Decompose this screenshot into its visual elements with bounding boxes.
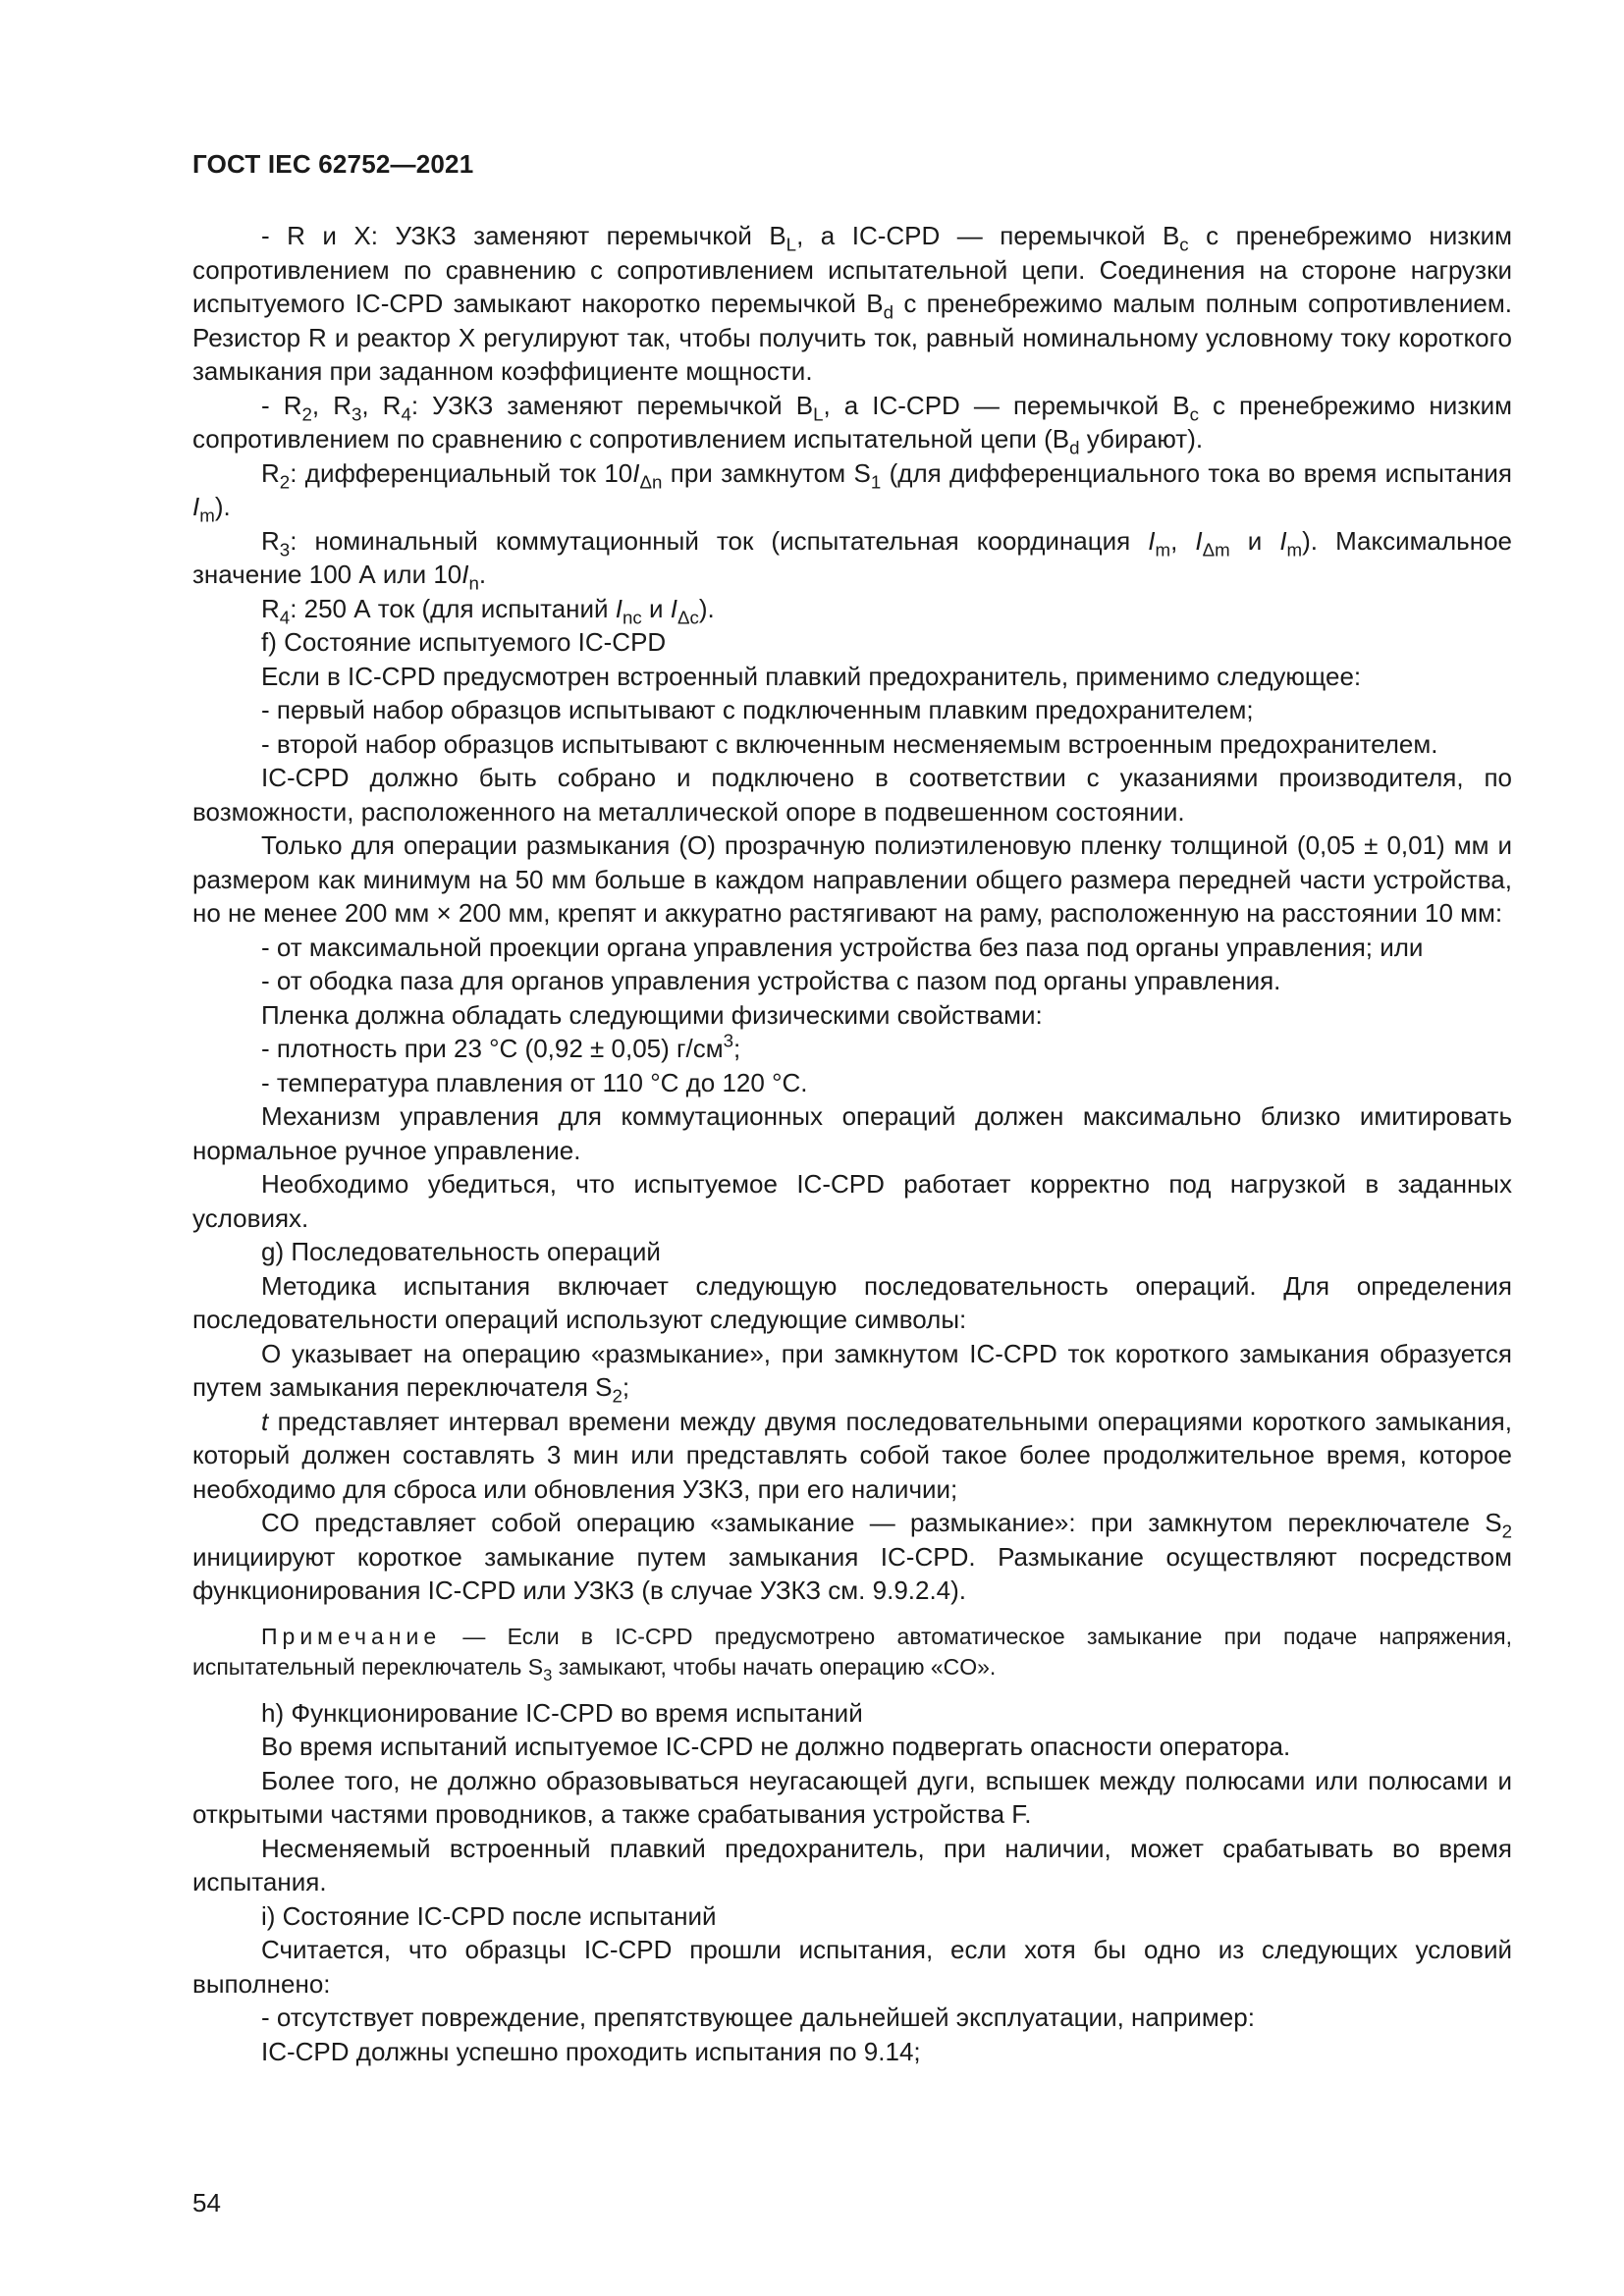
paragraph: - плотность при 23 °C (0,92 ± 0,05) $г/см^3$;	[261, 1030, 741, 1063]
paragraph: CO представляет собой операцию «замыкание — размыкание»: при замкнутом переключателе $S_2$ инициируют короткое замыкание путем замыкания IC-CPD. Размыкание осуществляют посредством функционирования IC-CPD или УЗКЗ (в случае УЗКЗ см. 9.9.2.4).	[192, 1508, 1512, 1605]
note	[192, 1622, 1512, 1682]
note-label: Примечание	[261, 1623, 442, 1649]
paragraph: - R и X: УЗКЗ заменяют перемычкой $B_L$, а IC-CPD — перемычкой $B_c$ с пренебрежимо низким сопротивлением по сравнению с сопротивлением испытательной цепи. Соединения на стороне нагрузки испытуемого IC-CPD замыкают накоротко перемычкой $B_d$ с пренебрежимо малым полным сопротивлением. Резистор R и реактор X регулируют так, чтобы получить ток, равный номинальному условному току короткого замыкания при заданном коэффициенте мощности.	[192, 221, 1512, 386]
paragraph-list-after-note	[192, 1696, 1512, 2069]
paragraph: IC-CPD должны успешно проходить испытания по 9.14;	[261, 2036, 921, 2066]
paragraph: - $R_2$, $R_3$, $R_4$: УЗКЗ заменяют перемычкой $B_L$, а IC-CPD — перемычкой $B_c$ с пренебрежимо низким сопротивлением по сравнению с сопротивлением испытательной цепи ($B_d$ убирают).	[192, 390, 1512, 458]
paragraph: t представляет интервал времени между двумя последовательными операциями короткого замыкания, который должен составлять 3 мин или представлять собой такое более продолжительное время, которое необходимо для сброса или обновления УЗКЗ, при его наличии;	[192, 1406, 1512, 1504]
paragraph: $R_2$: дифференциальный ток $10I_{\Delta n}$ при замкнутом $S_1$ (для дифференциального тока во время испытания $I_m$).	[192, 457, 1512, 526]
paragraph: Более того, не должно образовываться неугасающей дуги, вспышек между полюсами или полюсами и открытыми частями проводников, а также срабатывания устройства F.	[192, 1765, 1512, 1829]
note-text: — Если в IC-CPD предусмотрено автоматическое замыкание при подаче напряжения, испытательный переключатель $S_3$ замыкают, чтобы начать операцию «CO».	[192, 1623, 1512, 1684]
paragraph: IC-CPD должно быть собрано и подключено в соответствии с указаниями производителя, по возможности, расположенного на металлической опоре в подвешенном состоянии.	[192, 763, 1512, 827]
paragraph: - от максимальной проекции органа управления устройства без паза под органы управления; или	[261, 932, 1424, 962]
paragraph: - второй набор образцов испытывают с включенным несменяемым встроенным предохранителем.	[261, 728, 1438, 759]
paragraph: Если в IC-CPD предусмотрен встроенный плавкий предохранитель, применимо следующее:	[261, 661, 1362, 691]
paragraph: g) Последовательность операций	[261, 1237, 661, 1266]
paragraph: h) Функционирование IC-CPD во время испытаний	[261, 1697, 863, 1728]
paragraph: f) Состояние испытуемого IC-CPD	[261, 627, 667, 657]
paragraph: - отсутствует повреждение, препятствующее дальнейшей эксплуатации, например:	[261, 2002, 1255, 2032]
paragraph: - от ободка паза для органов управления устройства с пазом под органы управления.	[261, 966, 1281, 995]
paragraph: Необходимо убедиться, что испытуемое IC-CPD работает корректно под нагрузкой в заданных условиях.	[192, 1169, 1512, 1233]
paragraph-list	[192, 219, 1512, 1608]
paragraph: Считается, что образцы IC-CPD прошли испытания, если хотя бы одно из следующих условий выполнено:	[192, 1935, 1512, 1999]
document-header: ГОСТ IEC 62752—2021	[192, 149, 474, 179]
paragraph: O указывает на операцию «размыкание», при замкнутом IC-CPD ток короткого замыкания образуется путем замыкания переключателя $S_2$;	[192, 1338, 1512, 1407]
paragraph: $R_3$: номинальный коммутационный ток (испытательная координация $I_m$, $I_{\Delta m}$ и $I_m$). Максимальное значение 100 А или $10I_n$.	[192, 525, 1513, 594]
paragraph: - первый набор образцов испытывают с подключенным плавким предохранителем;	[261, 695, 1254, 724]
paragraph: Только для операции размыкания (O) прозрачную полиэтиленовую пленку толщиной (0,05 ± 0,01) мм и размером как минимум на 50 мм больше в каждом направлении общего размера передней части устройства, но не менее 200 мм × 200 мм, крепят и аккуратно растягивают на раму, расположенную на расстоянии 10 мм:	[192, 830, 1512, 928]
paragraph: Несменяемый встроенный плавкий предохранитель, при наличии, может срабатывать во время испытания.	[192, 1833, 1512, 1896]
paragraph: Механизм управления для коммутационных операций должен максимально близко имитировать нормальное ручное управление.	[192, 1101, 1512, 1165]
paragraph: Пленка должна обладать следующими физическими свойствами:	[261, 999, 1043, 1030]
paragraph: i) Состояние IC-CPD после испытаний	[261, 1900, 717, 1931]
paragraph: - температура плавления от 110 °C до 120 °C.	[261, 1067, 808, 1097]
page-number: 54	[192, 2188, 221, 2217]
paragraph: Во время испытаний испытуемое IC-CPD не должно подвергать опасности оператора.	[261, 1732, 1291, 1761]
paragraph: Методика испытания включает следующую последовательность операций. Для определения последовательности операций используют следующие символы:	[192, 1270, 1512, 1334]
paragraph: $R_4$: 250 А ток (для испытаний $I_{nc}$ и $I_{\Delta c}$).	[261, 593, 715, 628]
body-text	[192, 219, 1512, 2068]
